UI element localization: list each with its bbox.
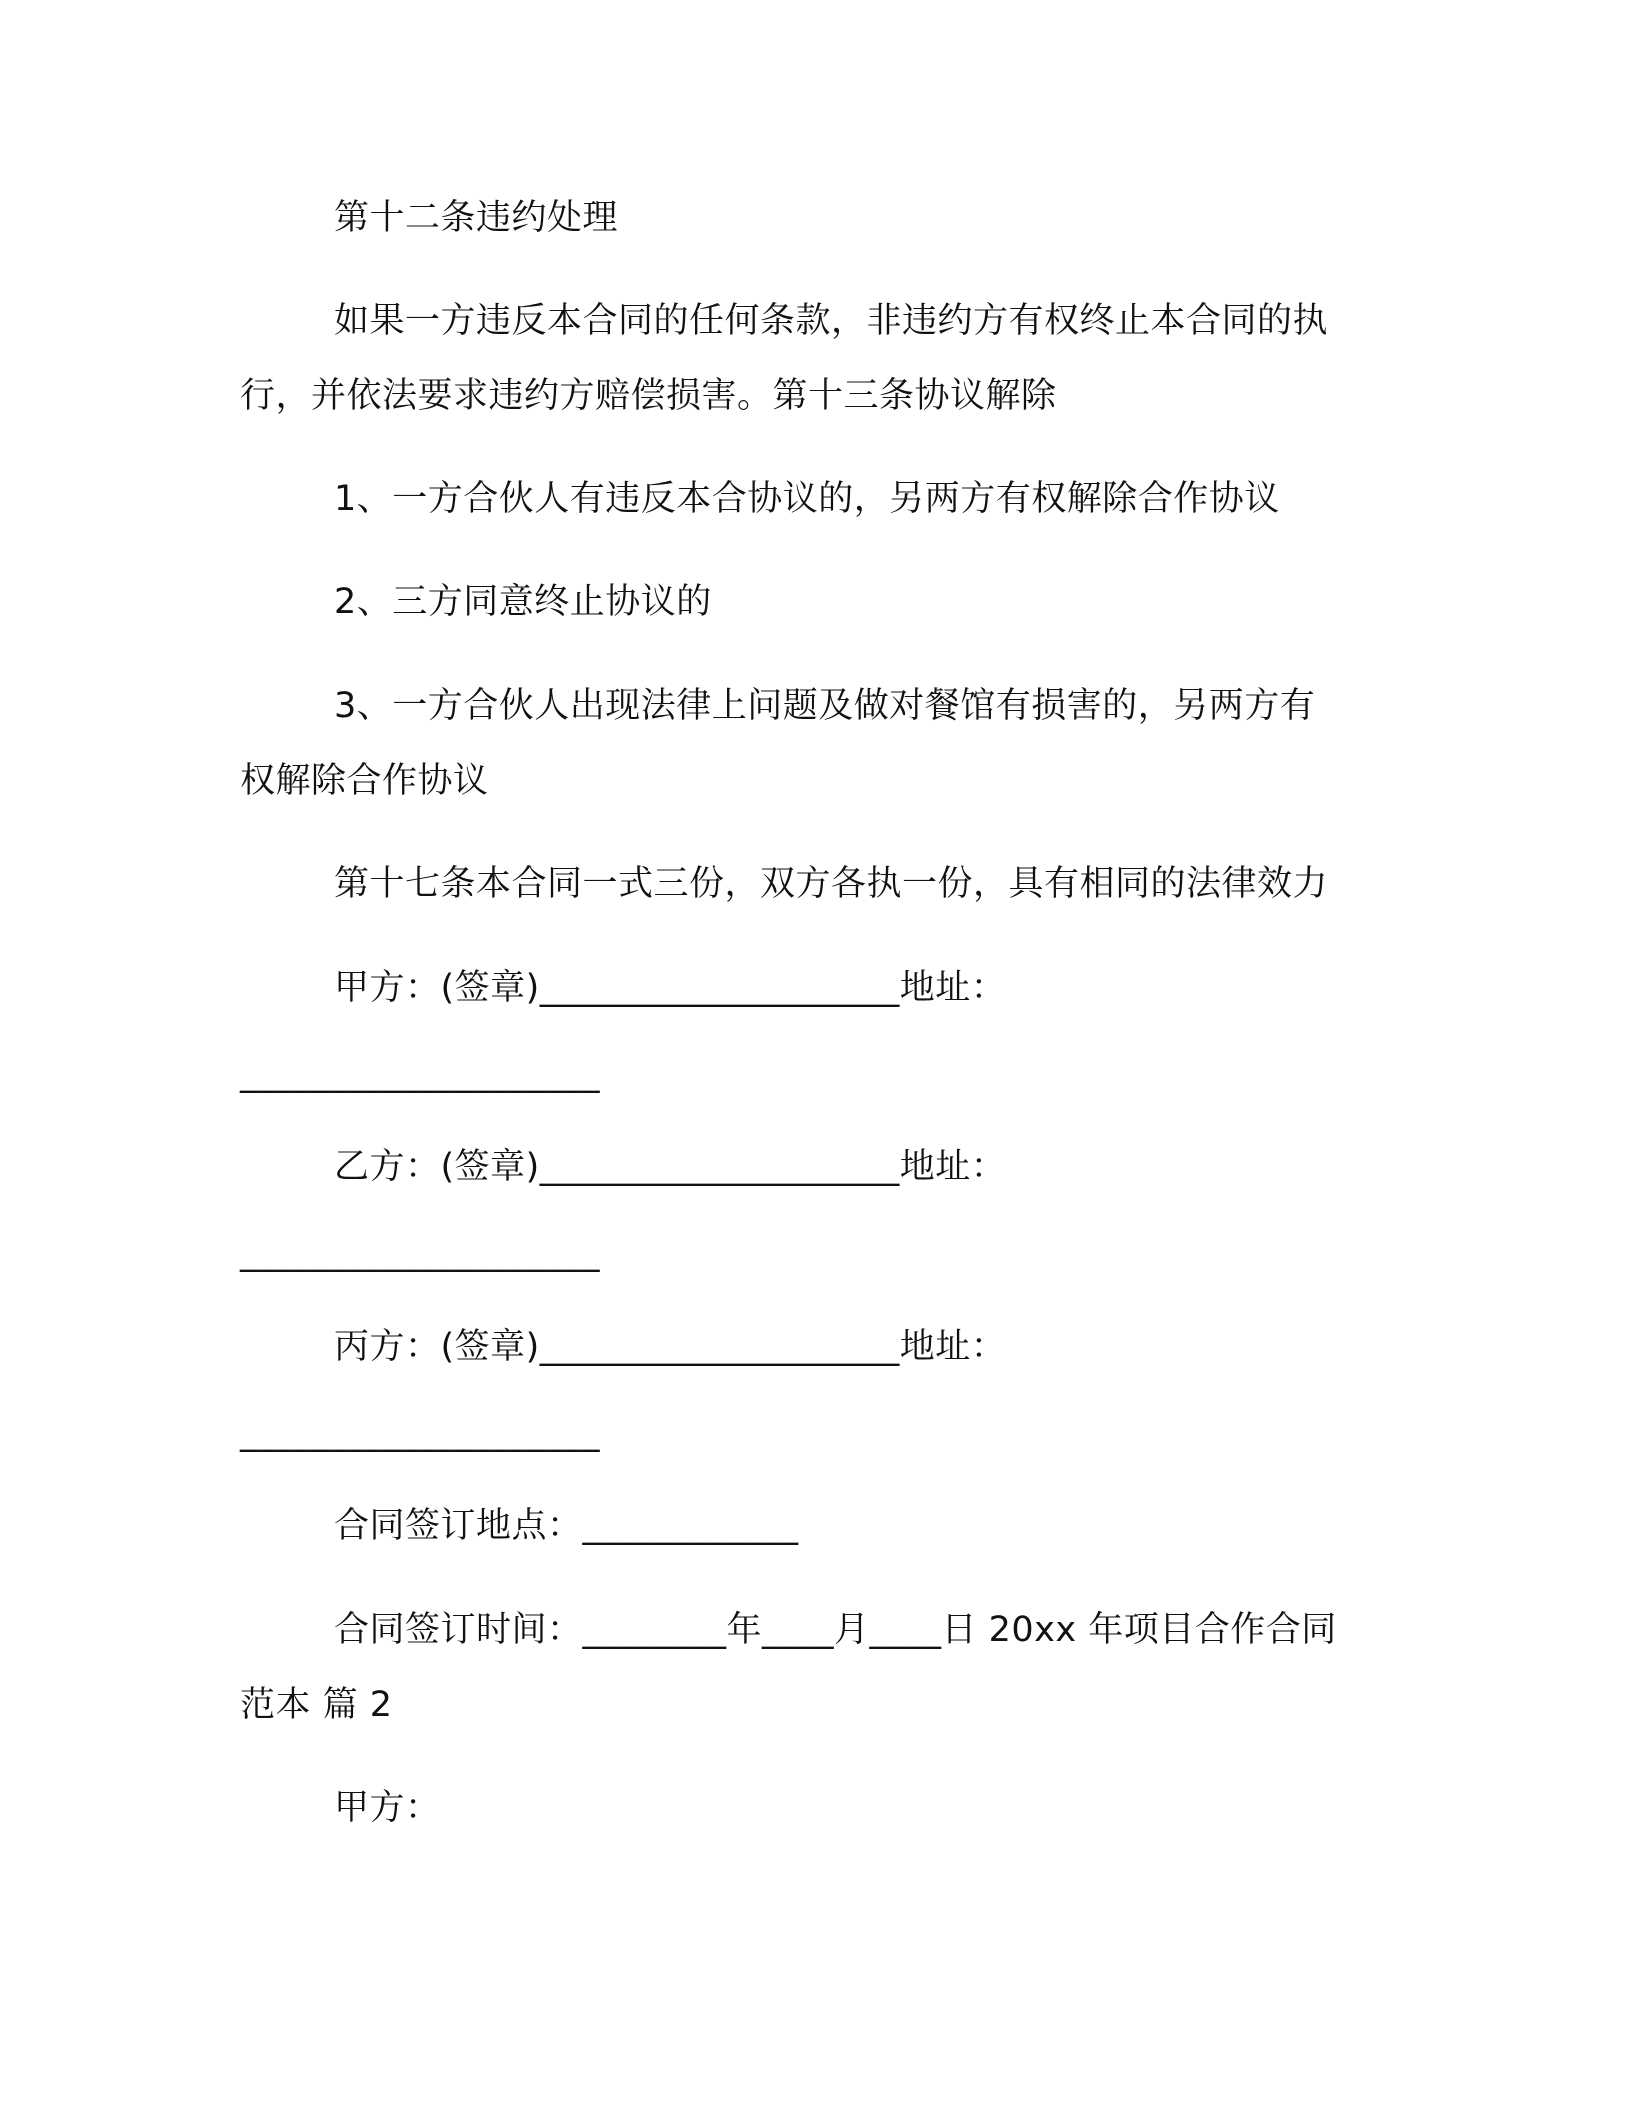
template-title-continuation: 范本 篇 2 <box>240 1685 393 1725</box>
article-17: 第十七条本合同一式三份，双方各执一份，具有相同的法律效力 <box>334 864 1329 904</box>
termination-clause-3-line-2: 权解除合作协议 <box>240 761 489 801</box>
party-b-address-blank: ____________________ <box>240 1233 600 1273</box>
party-c-address-blank: ____________________ <box>240 1413 600 1453</box>
party-a-signature-line: 甲方：(签章)____________________地址： <box>334 968 1007 1008</box>
article-12-heading: 第十二条违约处理 <box>334 198 619 238</box>
signing-time-line: 合同签订时间：________年____月____日 20xx 年项目合作合同 <box>334 1610 1337 1650</box>
signing-place-line: 合同签订地点：____________ <box>334 1506 799 1546</box>
termination-clause-2: 2、三方同意终止协议的 <box>334 582 712 622</box>
termination-clause-3-line-1: 3、一方合伙人出现法律上问题及做对餐馆有损害的，另两方有 <box>334 686 1316 726</box>
party-c-signature-line: 丙方：(签章)____________________地址： <box>334 1327 1007 1367</box>
party-a-address-blank: ____________________ <box>240 1054 600 1094</box>
party-a-label: 甲方： <box>334 1788 441 1828</box>
article-12-body-line-1: 如果一方违反本合同的任何条款，非违约方有权终止本合同的执 <box>334 301 1329 341</box>
article-12-body-line-2: 行，并依法要求违约方赔偿损害。第十三条协议解除 <box>240 376 1057 416</box>
party-b-signature-line: 乙方：(签章)____________________地址： <box>334 1147 1007 1187</box>
termination-clause-1: 1、一方合伙人有违反本合协议的，另两方有权解除合作协议 <box>334 479 1280 519</box>
